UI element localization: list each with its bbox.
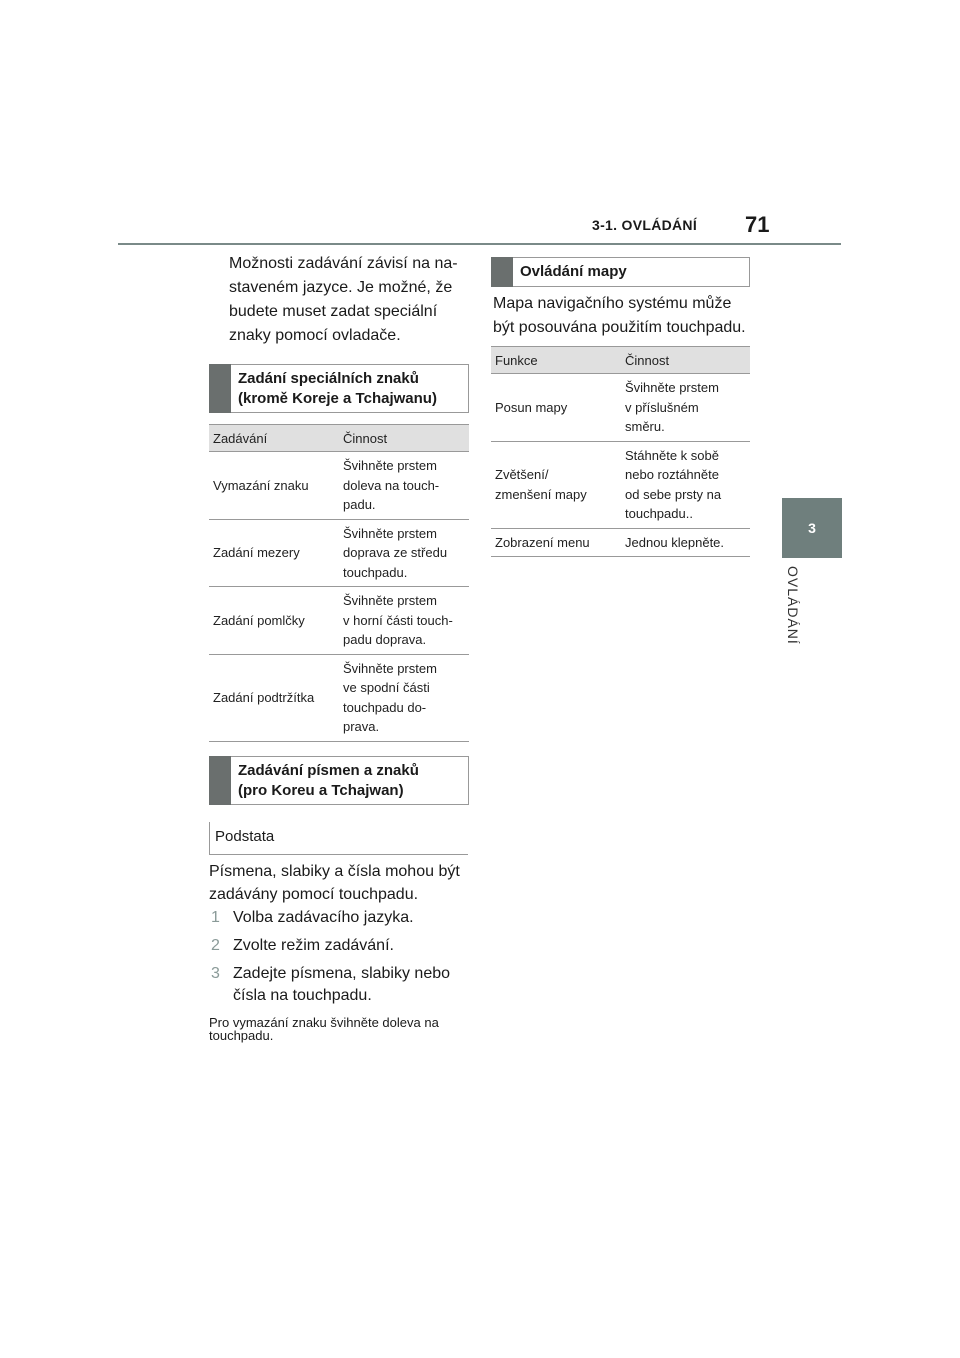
step-text-line: čísla na touchpadu. — [233, 987, 372, 1004]
chapter-label — [777, 566, 807, 656]
action-line: Švihněte prstem — [343, 525, 437, 541]
heading-line: Ovládání mapy — [520, 263, 627, 280]
step-item — [211, 963, 473, 1007]
chapter-tab — [782, 498, 842, 558]
table-row — [491, 374, 750, 442]
heading-bar — [209, 364, 231, 413]
cell-input: Zadání podtržítka — [209, 654, 339, 741]
heading-line: Zadávání písmen a znaků — [238, 762, 419, 779]
cell-action — [621, 528, 750, 557]
step-text: Zvolte režim zadávání. — [233, 937, 394, 954]
cell-input: Zadání mezery — [209, 519, 339, 587]
heading-bar — [491, 257, 513, 287]
cell-action — [339, 519, 469, 587]
heading-line: Zadání speciálních znaků — [238, 370, 419, 387]
action-line: v horní části touch- — [343, 612, 453, 628]
step-text-line: Zadejte písmena, slabiky nebo — [233, 965, 451, 982]
action-line: Švihněte prstem — [343, 660, 437, 676]
function-line: Zobrazení menu — [495, 534, 590, 550]
action-line: touchpadu.. — [625, 506, 693, 521]
cell-function — [491, 441, 621, 528]
cell-action — [621, 441, 750, 528]
step-item — [211, 935, 473, 957]
column-header: Činnost — [621, 347, 750, 374]
function-line: zmenšení mapy — [495, 486, 587, 502]
cell-function — [491, 374, 621, 442]
action-line: touchpadu do- — [343, 699, 427, 715]
action-line: touchpadu. — [343, 564, 408, 580]
action-line: Stáhněte k sobě — [625, 447, 719, 463]
body-line: Písmena, slabiky a čísla mohou být — [209, 863, 460, 880]
note-line: touchpadu. — [209, 1028, 274, 1043]
chapter-number: 3 — [808, 520, 816, 536]
table-row — [491, 528, 750, 557]
column-header: Funkce — [491, 347, 621, 374]
table-row — [491, 441, 750, 528]
action-line: Švihněte prstem — [625, 380, 719, 395]
map-intro — [493, 292, 755, 340]
action-line: v příslušném — [625, 399, 699, 415]
table-header-row — [209, 425, 469, 452]
action-line: padu. — [343, 497, 376, 512]
action-line: prava. — [343, 719, 380, 734]
intro-paragraph — [229, 252, 469, 348]
action-line: padu doprava. — [343, 632, 427, 647]
step-number: 1 — [211, 909, 220, 926]
step-number: 3 — [211, 965, 220, 982]
cell-input: Zadání pomlčky — [209, 587, 339, 655]
function-line: Posun mapy — [495, 399, 568, 415]
subsection-title: Podstata — [215, 828, 275, 845]
chapter-label-text: OVLÁDÁNÍ — [785, 566, 801, 645]
column-header: Zadávání — [209, 425, 339, 452]
heading-line: (kromě Koreje a Tchajwanu) — [238, 390, 437, 407]
section-title: 3-1. OVLÁDÁNÍ — [592, 217, 698, 233]
action-line: ve spodní části — [343, 680, 430, 695]
cell-action — [339, 654, 469, 741]
korea-taiwan-body — [209, 860, 471, 906]
header-rule — [118, 243, 841, 245]
step-text — [233, 963, 473, 1007]
note-line: Pro vymazání znaku švihněte doleva na — [209, 1015, 439, 1030]
column-header: Činnost — [339, 425, 469, 452]
intro-line: Možnosti zadávání závisí na na- — [229, 255, 458, 272]
step-item — [211, 907, 473, 929]
subsection-heading — [209, 822, 468, 855]
section-heading-korea-taiwan — [209, 756, 469, 805]
action-line: směru. — [625, 419, 665, 434]
action-line: nebo roztáhněte — [625, 467, 719, 482]
intro-line: budete muset zadat speciální — [229, 303, 438, 320]
note — [209, 1016, 471, 1042]
cell-action — [339, 587, 469, 655]
step-text: Volba zadávacího jazyka. — [233, 909, 414, 926]
table-row — [209, 654, 469, 741]
function-line: Zvětšení/ — [495, 467, 549, 482]
body-line: zadávány pomocí touchpadu. — [209, 886, 419, 903]
cell-action — [339, 452, 469, 520]
cell-function — [491, 528, 621, 557]
section-heading-special-chars — [209, 364, 469, 413]
section-heading-map-control — [491, 257, 750, 287]
heading-line: (pro Koreu a Tchajwan) — [238, 782, 404, 799]
special-chars-table — [209, 424, 469, 742]
cell-action — [621, 374, 750, 442]
action-line: Jednou klepněte. — [625, 534, 725, 550]
intro-line: staveném jazyce. Je možné, že — [229, 279, 453, 296]
step-number: 2 — [211, 937, 220, 954]
action-line: od sebe prsty na — [625, 486, 722, 502]
table-row — [209, 519, 469, 587]
table-header-row — [491, 347, 750, 374]
map-control-table — [491, 346, 750, 557]
table-row — [209, 587, 469, 655]
cell-input: Vymazání znaku — [209, 452, 339, 520]
body-line: být posouvána použitím touchpadu. — [493, 319, 746, 336]
action-line: doleva na touch- — [343, 477, 440, 493]
action-line: Švihněte prstem — [343, 458, 437, 473]
intro-line: znaky pomocí ovladače. — [229, 327, 401, 344]
heading-bar — [209, 756, 231, 805]
action-line: Švihněte prstem — [343, 593, 437, 608]
action-line: doprava ze středu — [343, 545, 448, 560]
body-line: Mapa navigačního systému může — [493, 295, 732, 312]
table-row — [209, 452, 469, 520]
page-number: 71 — [745, 212, 770, 237]
